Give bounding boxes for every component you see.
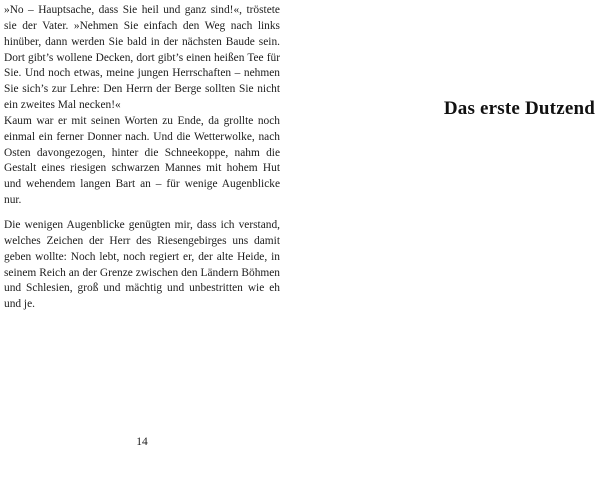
chapter-title: Das erste Dutzend bbox=[443, 98, 595, 119]
left-page bbox=[0, 0, 300, 480]
body-text bbox=[4, 3, 280, 313]
page-number: 14 bbox=[136, 436, 148, 448]
right-page bbox=[300, 0, 601, 480]
paragraph-2: Kaum war er mit seinen Worten zu Ende, da grollte noch einmal ein ferner Donner nach. Und die Wetterwolke, nach Osten davongezogen, hinter die Schneekoppe, nahm die Gestalt eines riesigen schwarzen Mannes mit hohem Hut und wehendem langen Bart an – für wenige Augenblicke nur. bbox=[4, 114, 280, 207]
paragraph-1: »No – Hauptsache, dass Sie heil und ganz sind!«, tröstete sie der Vater. »Nehmen Sie einfach den Weg nach links hinüber, dann werden Sie bald in der nächsten Baude sein. Dort gibt’s wollene Decken, dort gibt’s einen heißen Tee für Sie. Und noch etwas, meine jungen Herrschaften – nehmen Sie sich’s zur Lehre: Den Herrn der Berge sollten Sie nicht ein zweites Mal necken!« bbox=[4, 4, 280, 112]
paragraph-3: Die wenigen Augenblicke genügten mir, dass ich verstand, welches Zeichen der Herr des Riesengebirges uns damit geben wollte: Noch lebt, noch regiert er, der alte Heide, in seinem Reich an der Grenze zwischen den Ländern Böhmen und Schlesien, groß und mächtig und unbestritten wie eh und je. bbox=[4, 218, 280, 311]
